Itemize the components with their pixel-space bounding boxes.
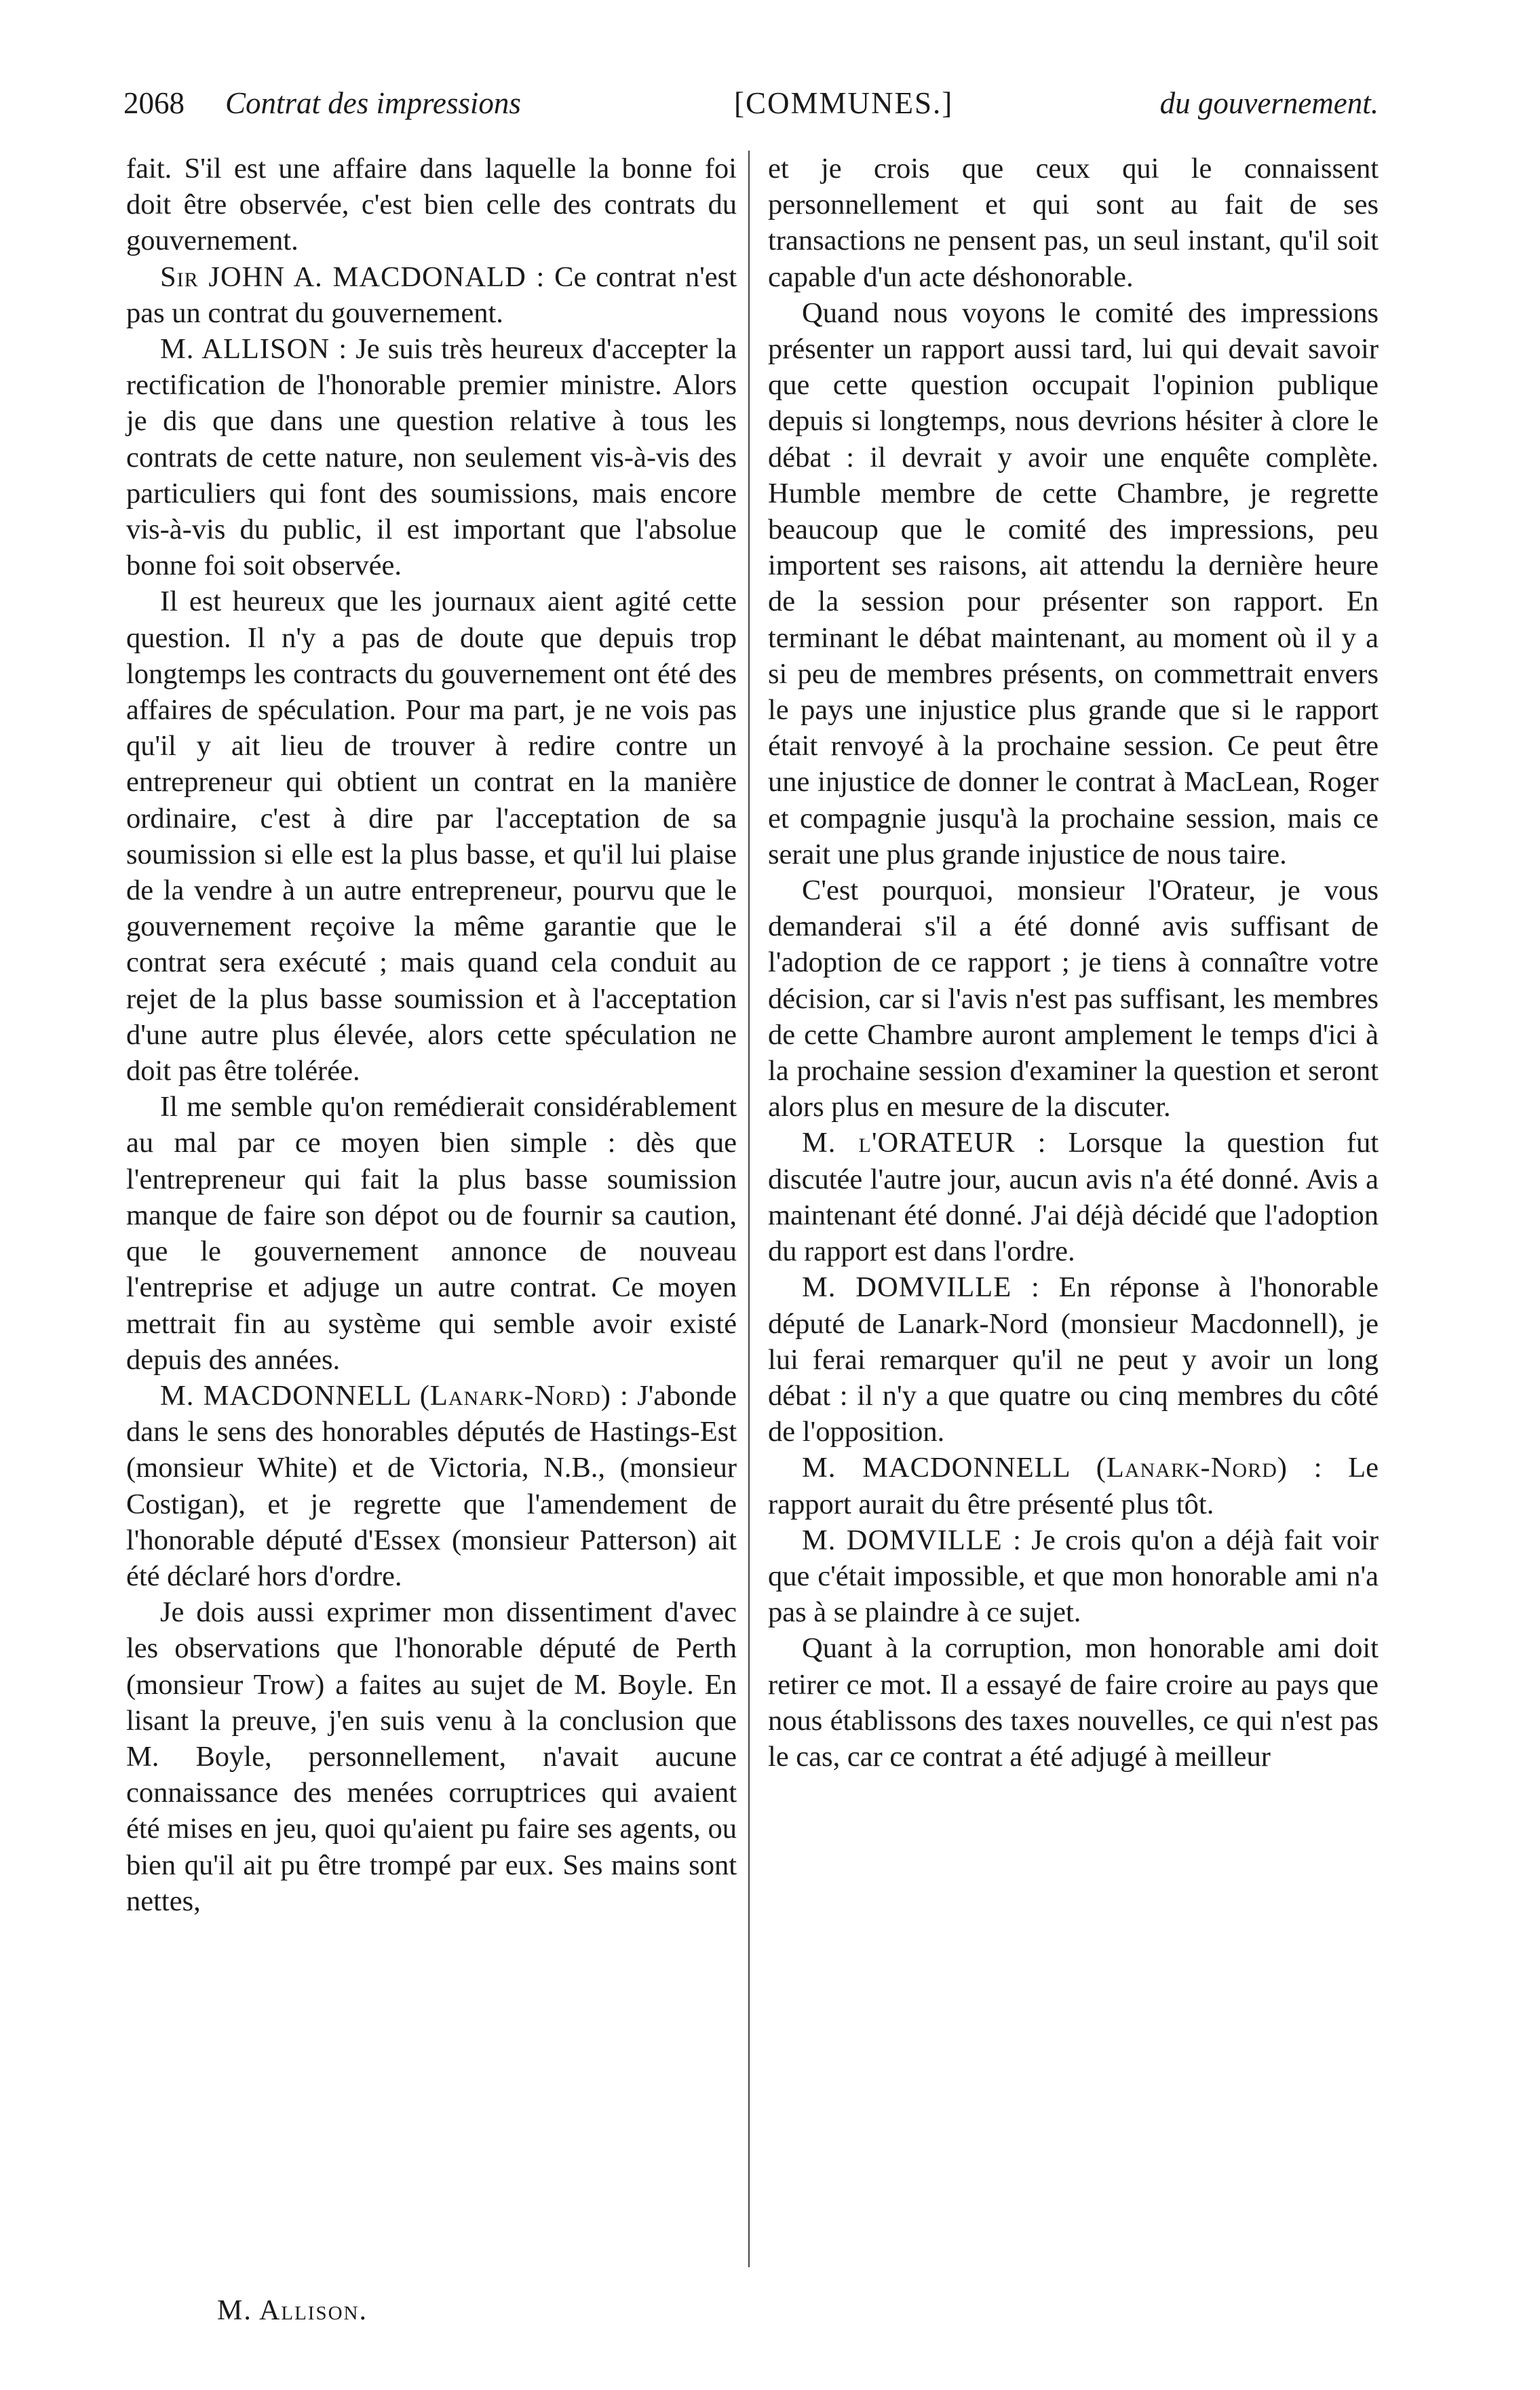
paragraph-text: Il est heureux que les journaux aient agité cette question. Il n'y a pas de doute que depuis trop longtemps les contracts du gouvernement ont été des affaires de spéculation. Pour ma part, je ne vois pas qu'il y ait lieu de trouver à redire contre un entrepreneur qui obtient un contrat en la manière ordinaire, c'est à dire par l'acceptation de sa soumission si elle est la plus basse, et qu'il lui plaise de la vendre à un autre entrepreneur, pourvu que le gouvernement reçoive la même garantie que le contrat sera exécuté ; mais quand cela conduit au rejet de la plus basse soumission et à l'acceptation d'une autre plus élevée, alors cette spéculation ne doit pas être tolérée. bbox=[126, 585, 737, 1087]
paragraph bbox=[126, 331, 737, 583]
paragraph bbox=[126, 583, 737, 1089]
paragraph bbox=[126, 1378, 737, 1594]
footer-speaker-mark bbox=[217, 2290, 368, 2331]
speaker-name: M. DOMVILLE : bbox=[802, 1524, 1022, 1556]
paragraph-text: Ce contrat n'est pas un contrat du gouvernement. bbox=[126, 261, 737, 329]
running-title-right: du gouvernement. bbox=[1159, 86, 1379, 120]
paragraph-text: Quand nous voyons le comité des impressions présenter un rapport aussi tard, lui qui devait savoir que cette question occupait l'opinion publique depuis si longtemps, nous devrions hésiter à clore le débat : il devrait y avoir une enquête complète. Humble membre de cette Chambre, je regrette beaucoup que le comité des impressions, peu importent ses raisons, ait attendu la dernière heure de la session pour présenter son rapport. En terminant le débat maintenant, au moment où il y a si peu de membres présents, on commettrait envers le pays une injustice plus grande que si le rapport était renvoyé à la prochaine session. Ce peut être une injustice de donner le contrat à MacLean, Roger et compagnie jusqu'à la prochaine session, mais ce serait une plus grande injustice de nous taire. bbox=[768, 296, 1379, 870]
left-column bbox=[126, 151, 737, 1919]
paragraph-text: C'est pourquoi, monsieur l'Orateur, je vous demanderai s'il a été donné avis suffisant de l'adoption de ce rapport ; je tiens à connaître votre décision, car si l'avis n'est pas suffisant, les membres de cette Chambre auront amplement le temps d'ici à la prochaine session d'examiner la question et seront alors plus en mesure de la discuter. bbox=[768, 874, 1379, 1123]
paragraph-text: Quant à la corruption, mon honorable ami doit retirer ce mot. Il a essayé de faire croire au pays que nous établissons des taxes nouvelles, ce qui n'est pas le cas, car ce contrat a été adjugé à meilleur bbox=[768, 1632, 1379, 1773]
paragraph-text: Je dois aussi exprimer mon dissentiment d'avec les observations que l'honorable député de Perth (monsieur Trow) a faites au sujet de M. Boyle. En lisant la preuve, j'en suis venu à la conclusion que M. Boyle, personnellement, n'avait aucune connaissance des menées corruptrices qui avaient été mises en jeu, quoi qu'aient pu faire ses agents, ou bien qu'il ait pu être trompé par eux. Ses mains sont nettes, bbox=[126, 1596, 737, 1917]
house-label: [COMMUNES.] bbox=[734, 86, 954, 120]
paragraph-text: Le rapport aurait du être présenté plus tôt. bbox=[768, 1452, 1379, 1520]
running-header bbox=[123, 76, 1399, 130]
column-divider bbox=[748, 151, 750, 2267]
right-column bbox=[768, 151, 1379, 1775]
paragraph-text: En réponse à l'honorable député de Lanark-Nord (monsieur Macdonnell), je lui ferai remarquer qu'il ne peut y avoir un long débat : il n'y a que quatre ou cinq membres du côté de l'opposition. bbox=[768, 1271, 1379, 1448]
paragraph-text: Je crois qu'on a déjà fait voir que c'était impossible, et que mon honorable ami n'a pas à se plaindre à ce sujet. bbox=[768, 1524, 1379, 1629]
paragraph bbox=[126, 1594, 737, 1919]
footer-speaker-name: M. Allison. bbox=[217, 2295, 368, 2326]
paragraph bbox=[768, 151, 1379, 295]
paragraph bbox=[768, 1522, 1379, 1631]
paragraph bbox=[768, 1630, 1379, 1775]
paragraph-text: Lorsque la question fut discutée l'autre jour, aucun avis n'a été donné. Avis a maintenant été donné. J'ai déjà décidé que l'adoption du rapport est dans l'ordre. bbox=[768, 1127, 1379, 1268]
paragraph bbox=[768, 295, 1379, 872]
paragraph bbox=[768, 872, 1379, 1125]
speaker-name: Sir JOHN A. MACDONALD : bbox=[160, 261, 545, 293]
speaker-name: M. ALLISON : bbox=[160, 333, 348, 366]
paragraph bbox=[768, 1125, 1379, 1269]
paragraph-text: fait. S'il est une affaire dans laquelle la bonne foi doit être observée, c'est bien celle des contrats du gouvernement. bbox=[126, 153, 737, 257]
paragraph bbox=[126, 1089, 737, 1378]
speaker-name: M. DOMVILLE : bbox=[802, 1271, 1040, 1304]
paragraph bbox=[768, 1450, 1379, 1522]
running-title-left: Contrat des impressions bbox=[225, 86, 521, 120]
paragraph-text: Il me semble qu'on remédierait considérablement au mal par ce moyen bien simple : dès que l'entrepreneur qui fait la plus basse soumission manque de faire son dépot ou de fournir sa caution, que le gouvernement annonce de nouveau l'entreprise et adjuge un autre contrat. Ce moyen mettrait fin au système qui semble avoir existé depuis des années. bbox=[126, 1091, 737, 1376]
paragraph-text: J'abonde dans le sens des honorables députés de Hastings-Est (monsieur White) et de Victoria, N.B., (monsieur Costigan), et je regrette que l'amendement de l'honorable député d'Essex (monsieur Patterson) ait été déclaré hors d'ordre. bbox=[126, 1379, 737, 1592]
page-number: 2068 bbox=[123, 86, 185, 120]
speaker-name: M. MACDONNELL (Lanark-Nord) : bbox=[160, 1379, 629, 1412]
paragraph bbox=[126, 151, 737, 259]
paragraph-text: et je crois que ceux qui le connaissent personnellement et qui sont au fait de ses transactions ne pensent pas, un seul instant, qu'il soit capable d'un acte déshonorable. bbox=[768, 153, 1379, 293]
paragraph-text: Je suis très heureux d'accepter la rectification de l'honorable premier ministre. Alors je dis que dans une question relative à tous les contrats de cette nature, non seulement vis-à-vis des particuliers qui font des soumissions, mais encore vis-à-vis du public, il est important que l'absolue bonne foi soit observée. bbox=[126, 333, 737, 582]
speaker-name: M. MACDONNELL (Lanark-Nord) : bbox=[802, 1452, 1323, 1484]
paragraph bbox=[768, 1269, 1379, 1450]
speaker-name: M. l'ORATEUR : bbox=[802, 1127, 1047, 1159]
paragraph bbox=[126, 259, 737, 331]
